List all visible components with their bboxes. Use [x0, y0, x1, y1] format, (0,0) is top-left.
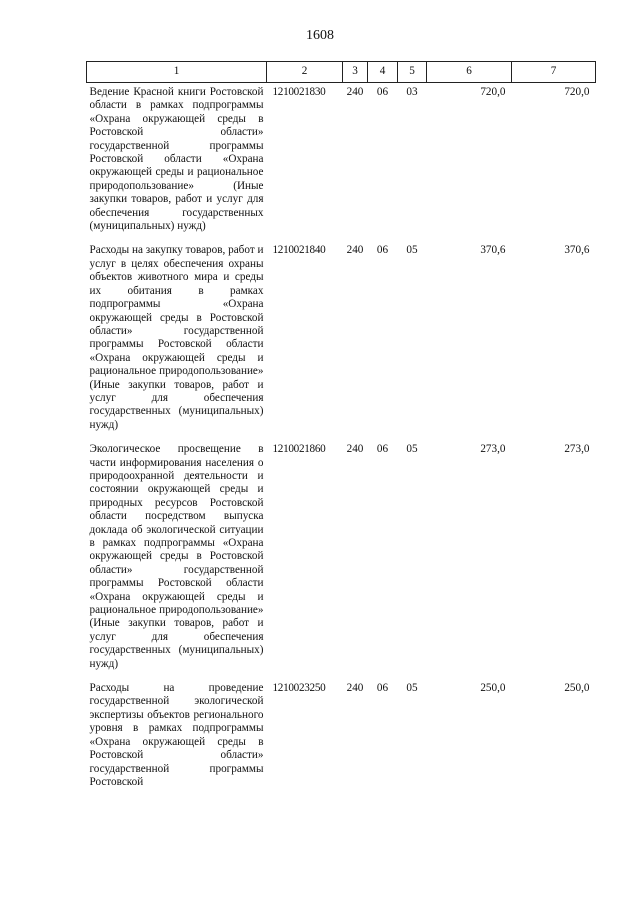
table-header-row — [87, 62, 596, 83]
budget-table — [86, 61, 596, 797]
row-expense-type: 240 — [346, 682, 364, 695]
row-amount-col7: 720,0 — [564, 86, 590, 98]
row-subsection: 05 — [406, 443, 418, 456]
column-header-5: 5 — [398, 62, 427, 83]
row-subsection: 05 — [406, 682, 418, 695]
row-amount-col6: 720,0 — [480, 86, 506, 98]
row-amount-col6: 250,0 — [480, 682, 506, 695]
row-amount-col6: 273,0 — [480, 443, 506, 456]
table-row — [87, 83, 596, 242]
page-number: 1608 — [306, 28, 334, 43]
table-row — [87, 241, 596, 440]
column-header-1: 1 — [87, 62, 267, 83]
row-subsection: 03 — [406, 86, 418, 98]
row-amount-col7: 273,0 — [564, 443, 590, 456]
row-amount-col7: 370,6 — [564, 244, 590, 257]
column-header-2: 2 — [267, 62, 343, 83]
row-description: Расходы на закупку товаров, работ и услуг в целях обеспечения охраны объектов животного мира и среды их обитания в рамках подпрограммы «Охрана окружающей среды в Ростовской области» государственной программы Ростовской области «Охрана окружающей среды и рациональное природопользование» (Иные закупки товаров, работ и услуг для обеспечения государственных (муниципальных) нужд) — [89, 244, 264, 431]
row-expense-type: 240 — [346, 443, 364, 456]
row-section: 06 — [376, 244, 389, 257]
table-row — [87, 679, 596, 797]
row-target-code: 1210021840 — [272, 244, 326, 257]
column-header-3: 3 — [343, 62, 368, 83]
row-description: Экологическое просвещение в части информирования населения о природоохранной деятельности и состоянии окружающей среды и природных ресурсов Ростовской области посредством выпуска доклада об экологической ситуации в рамках подпрограммы «Охрана окружающей среды в Ростовской области» государственной программы Ростовской области «Охрана окружающей среды и рациональное природопользование» (Иные закупки товаров, работ и услуг для обеспечения государственных (муниципальных) нужд) — [89, 443, 264, 670]
row-description: Расходы на проведение государственной экологической экспертизы объектов регионального уровня в рамках подпрограммы «Охрана окружающей среды в Ростовской области» государственной программы Ростовской — [89, 682, 264, 788]
column-header-7: 7 — [512, 62, 596, 83]
row-target-code: 1210021860 — [272, 443, 326, 456]
row-amount-col7: 250,0 — [564, 682, 590, 695]
row-expense-type: 240 — [346, 244, 364, 257]
row-amount-col6: 370,6 — [480, 244, 506, 257]
column-header-6: 6 — [427, 62, 512, 83]
row-subsection: 05 — [406, 244, 418, 257]
column-header-4: 4 — [368, 62, 398, 83]
row-section: 06 — [376, 682, 389, 695]
row-target-code: 1210023250 — [272, 682, 326, 695]
row-description: Ведение Красной книги Ростовской области в рамках подпрограммы «Охрана окружающей среды в Ростовской области» государственной программы Ростовской области «Охрана окружающей среды и рациональное природопользование» (Иные закупки товаров, работ и услуг для обеспечения государственных (муниципальных) нужд) — [89, 86, 264, 233]
table-row — [87, 440, 596, 679]
row-expense-type: 240 — [346, 86, 364, 98]
row-section: 06 — [376, 443, 389, 456]
row-section: 06 — [376, 86, 389, 98]
row-target-code: 1210021830 — [272, 86, 326, 98]
